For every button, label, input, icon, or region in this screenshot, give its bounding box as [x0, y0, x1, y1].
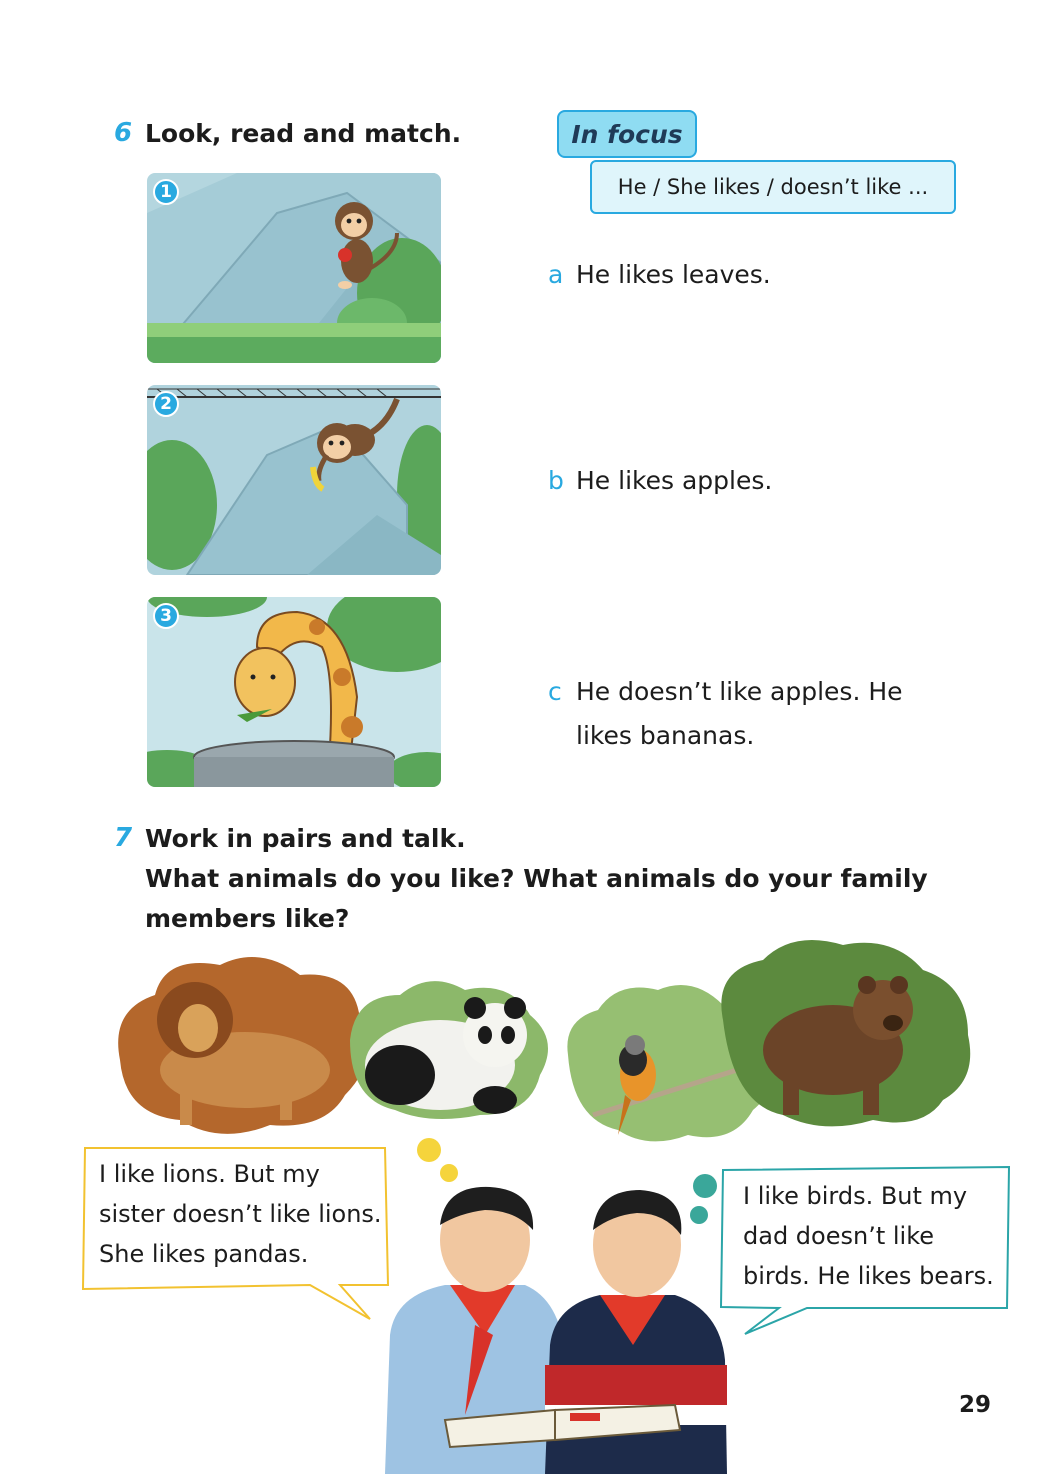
exercise-7-question-line2: members like?: [145, 904, 350, 933]
option-b: [548, 459, 772, 503]
bear-photo: [721, 940, 970, 1126]
option-c-text-line2: likes bananas.: [576, 721, 755, 750]
page-number: 29: [958, 1392, 991, 1418]
exercise-7-question-line1: What animals do you like? What animals do your family: [145, 864, 928, 893]
option-c-letter: c: [548, 677, 562, 706]
exercise-7-title: Work in pairs and talk.: [145, 824, 466, 853]
panda-photo: [350, 981, 548, 1119]
right-bubble-line3: birds. He likes bears.: [743, 1262, 994, 1290]
picture-2-number: 2: [153, 391, 179, 417]
bird-bear-cloud: [563, 935, 975, 1150]
in-focus-pattern: He / She likes / doesn’t like ...: [590, 160, 956, 214]
picture-1-number: 1: [153, 179, 179, 205]
lion-panda-cloud: [110, 950, 560, 1140]
picture-1-monkey-apple: [147, 173, 441, 363]
picture-2-monkey-banana: [147, 385, 441, 575]
option-a: [548, 253, 771, 297]
right-speech-bubble: [743, 1176, 994, 1296]
right-bubble-line1: I like birds. But my: [743, 1182, 968, 1210]
picture-3-number: 3: [153, 603, 179, 629]
option-b-letter: b: [548, 466, 564, 495]
option-c-text-line1: He doesn’t like apples. He: [576, 677, 903, 706]
right-bubble-line2: dad doesn’t like: [743, 1222, 935, 1250]
left-bubble-line3: She likes pandas.: [99, 1240, 309, 1268]
picture-3-giraffe-leaves: [147, 597, 441, 787]
option-b-text: He likes apples.: [576, 466, 773, 495]
left-bubble-line2: sister doesn’t like lions.: [99, 1200, 382, 1228]
option-a-letter: a: [548, 260, 564, 289]
boys-reading-photo: [375, 1185, 735, 1474]
option-a-text: He likes leaves.: [576, 260, 771, 289]
left-thought-dots: [412, 1135, 462, 1190]
exercise-6-title: Look, read and match.: [145, 119, 462, 148]
option-c: [548, 670, 903, 758]
left-speech-bubble: [99, 1154, 382, 1274]
left-bubble-line1: I like lions. But my: [99, 1160, 320, 1188]
exercise-6-number: 6: [114, 118, 133, 148]
in-focus-label: In focus: [557, 110, 697, 158]
exercise-7-number: 7: [114, 823, 133, 853]
lion-photo: [118, 957, 367, 1134]
